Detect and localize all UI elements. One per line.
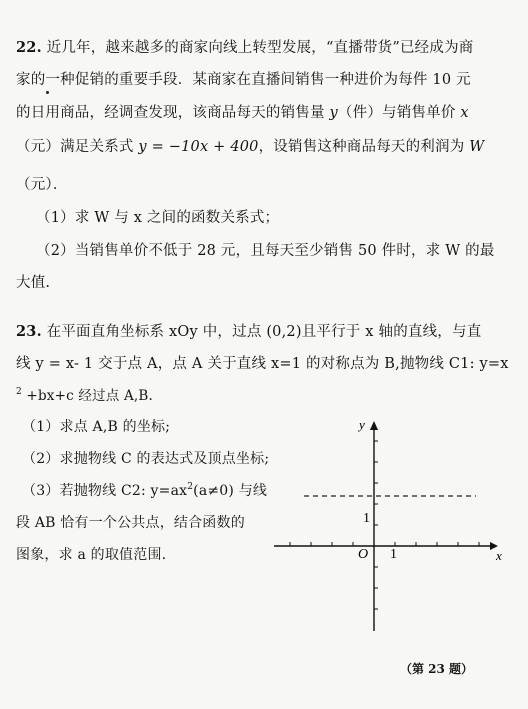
ink-dot bbox=[46, 91, 49, 94]
q22-part-1: （1）求 W 与 x 之间的函数关系式； bbox=[36, 210, 280, 226]
figure-caption: （第 23 题） bbox=[400, 662, 474, 676]
y-axis-arrow bbox=[370, 421, 378, 430]
q22-part-2-line-1: （2）当销售单价不低于 28 元，且每天至少销售 50 件时，求 W 的最 bbox=[36, 243, 495, 259]
q23-line-3: $^2$ +bx+c 经过点 A,B. bbox=[16, 387, 154, 404]
coordinate-figure bbox=[270, 415, 510, 637]
x-axis-label: x bbox=[496, 548, 502, 563]
q23-part-3-line-2: 段 AB 恰有一个公共点，结合函数的 bbox=[16, 515, 245, 531]
q22-line-1: 22. 近几年，越来越多的商家向线上转型发展，“直播带货”已经成为商 bbox=[16, 39, 474, 56]
q22-formula: y = −10x + 400 bbox=[138, 139, 259, 155]
origin-label: O bbox=[358, 547, 369, 562]
y-tick-label-1: 1 bbox=[363, 511, 370, 526]
x-tick-label-1: 1 bbox=[390, 547, 397, 562]
q22-line-2: 家的一种促销的重要手段．某商家在直播间销售一种进价为每件 10 元 bbox=[16, 72, 471, 88]
q22-part-2-line-2: 大值. bbox=[16, 275, 51, 291]
q22-line-5: （元）． bbox=[16, 177, 68, 193]
q22-line-4: （元）满足关系式 y = −10x + 400，设销售这种商品每天的利润为 W bbox=[16, 139, 485, 155]
q23-number: 23. bbox=[16, 323, 42, 340]
q23-line-1: 23. 在平面直角坐标系 xOy 中，过点 (0,2)且平行于 x 轴的直线，与直 bbox=[16, 323, 482, 340]
q22-number: 22. bbox=[16, 39, 42, 56]
q22-line-3: 的日用商品，经调查发现，该商品每天的销售量 y（件）与销售单价 x bbox=[16, 105, 469, 121]
q23-part-3-line-3: 图象，求 a 的取值范围. bbox=[16, 547, 167, 563]
q23-part-3-line-1: （3）若抛物线 C2: $y=ax^2(a\ne 0)$ 与线 bbox=[22, 482, 268, 499]
q23-line-2: 线 y = x- 1 交于点 A，点 A 关于直线 x=1 的对称点为 B,抛物线 C1: y=x bbox=[16, 356, 509, 372]
y-axis-label: y bbox=[359, 417, 365, 432]
q23-part-2: （2）求抛物线 C 的表达式及顶点坐标; bbox=[22, 451, 270, 467]
q23-part-1: （1）求点 A,B 的坐标; bbox=[22, 419, 171, 435]
